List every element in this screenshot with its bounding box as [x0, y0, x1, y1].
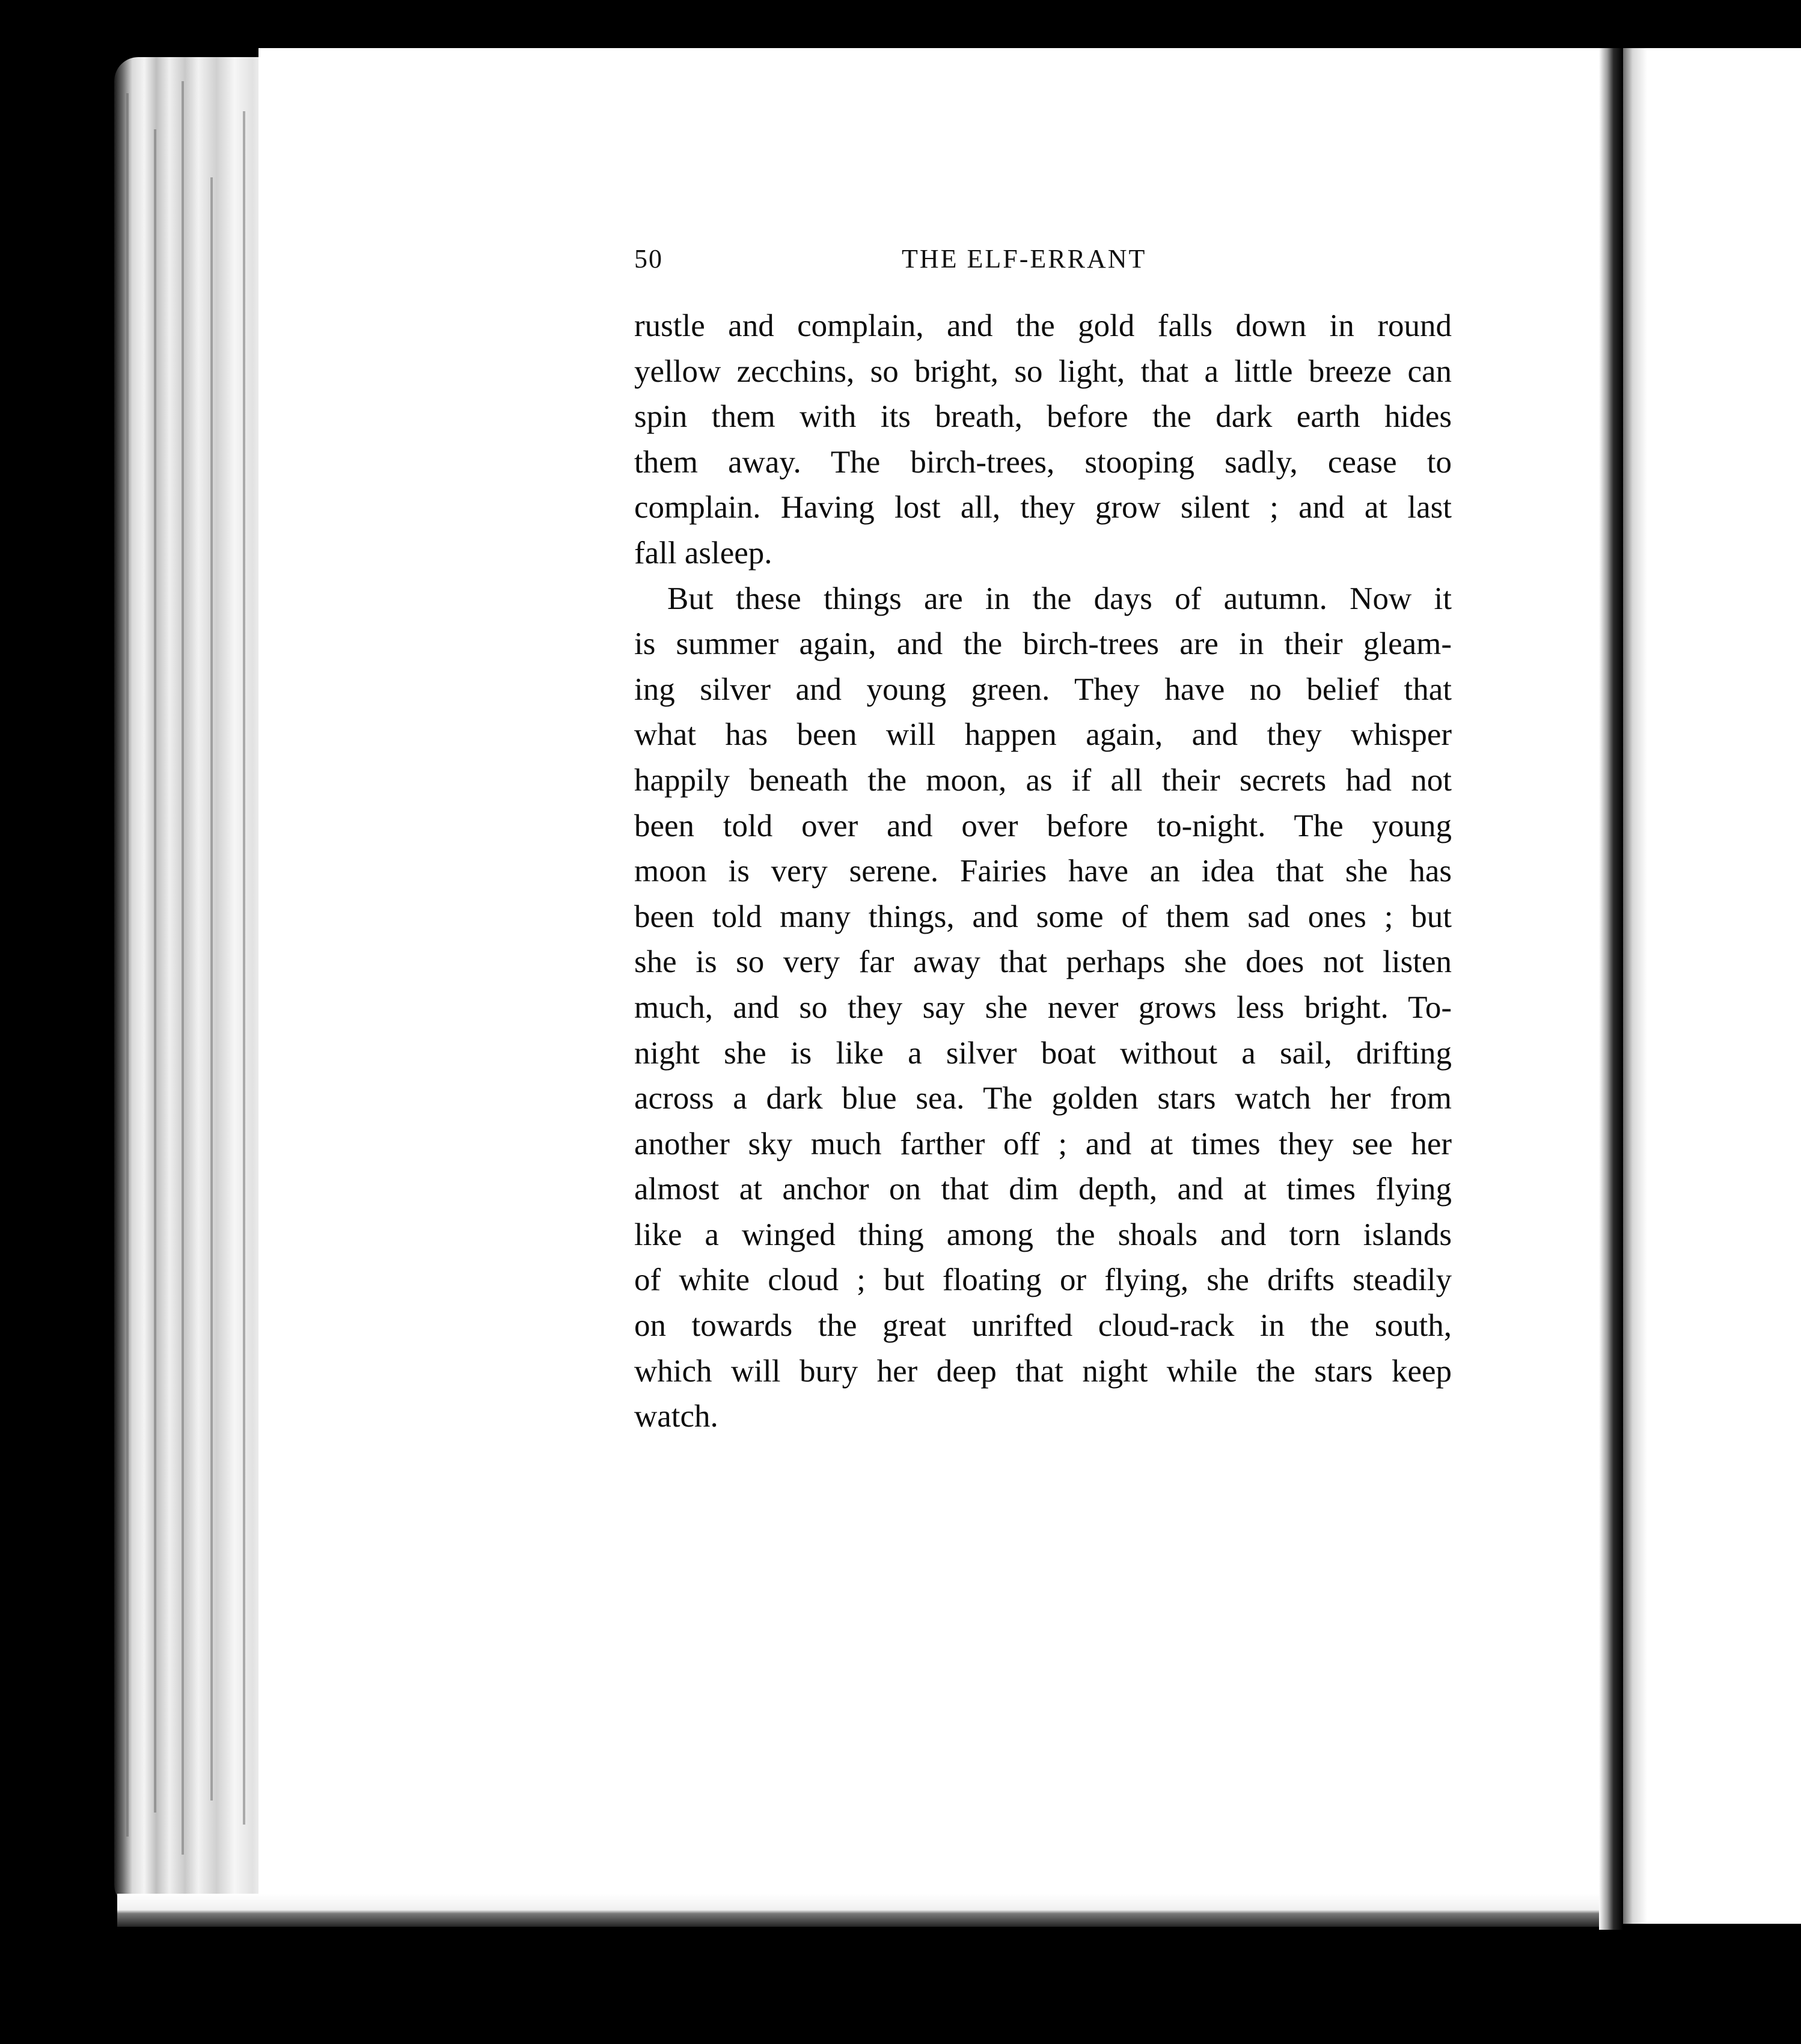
running-title: THE ELF-ERRANT	[902, 244, 1147, 274]
text-line: yellow zecchins, so bright, so light, that a little breeze can	[634, 353, 1452, 389]
paragraph	[634, 577, 1452, 1440]
text-line: ing silver and young green. They have no belief that	[634, 672, 1452, 707]
text-line: complain. Having lost all, they grow silent ; and at last	[634, 490, 1452, 525]
text-line: which will bury her deep that night while the stars keep	[634, 1353, 1452, 1389]
book-fore-edge	[114, 57, 271, 1909]
text-line: happily beneath the moon, as if all their secrets had not	[634, 762, 1452, 798]
text-line: is summer again, and the birch-trees are in their gleam-	[634, 626, 1452, 662]
facing-page-edge	[1623, 48, 1801, 1924]
text-line: almost at anchor on that dim depth, and at times flying	[634, 1172, 1452, 1207]
paragraph	[634, 304, 1452, 577]
text-line: she is so very far away that perhaps she does not listen	[634, 944, 1452, 980]
body-text	[634, 304, 1452, 1440]
page-header	[634, 237, 1452, 286]
book-gutter	[1599, 48, 1623, 1930]
page-bottom-edge	[117, 1894, 1620, 1930]
page-number: 50	[634, 244, 663, 274]
text-line: on towards the great unrifted cloud-rack in the south,	[634, 1308, 1452, 1344]
scan-top-border	[0, 0, 1801, 52]
text-line: fall asleep.	[634, 535, 772, 571]
text-line: been told many things, and some of them sad ones ; but	[634, 899, 1452, 934]
text-line: night she is like a silver boat without a sail, drifting	[634, 1035, 1452, 1071]
text-line: of white cloud ; but floating or flying, she drifts steadily	[634, 1262, 1452, 1298]
text-line: rustle and complain, and the gold falls down in round	[634, 308, 1452, 343]
text-line: another sky much farther off ; and at times they see her	[634, 1126, 1452, 1161]
text-line: much, and so they say she never grows less bright. To-	[634, 990, 1452, 1025]
text-line: like a winged thing among the shoals and torn islands	[634, 1217, 1452, 1252]
scan-bottom-border	[0, 1927, 1801, 2044]
text-line: across a dark blue sea. The golden stars watch her from	[634, 1081, 1452, 1116]
text-line: watch.	[634, 1399, 718, 1434]
text-line: But these things are in the days of autumn. Now it	[667, 581, 1452, 616]
text-line: what has been will happen again, and they whisper	[634, 717, 1452, 753]
text-line: spin them with its breath, before the dark earth hides	[634, 399, 1452, 435]
text-line: them away. The birch-trees, stooping sadly, cease to	[634, 444, 1452, 480]
text-line: moon is very serene. Fairies have an idea that she has	[634, 854, 1452, 889]
text-line: been told over and over before to-night. The young	[634, 808, 1452, 843]
